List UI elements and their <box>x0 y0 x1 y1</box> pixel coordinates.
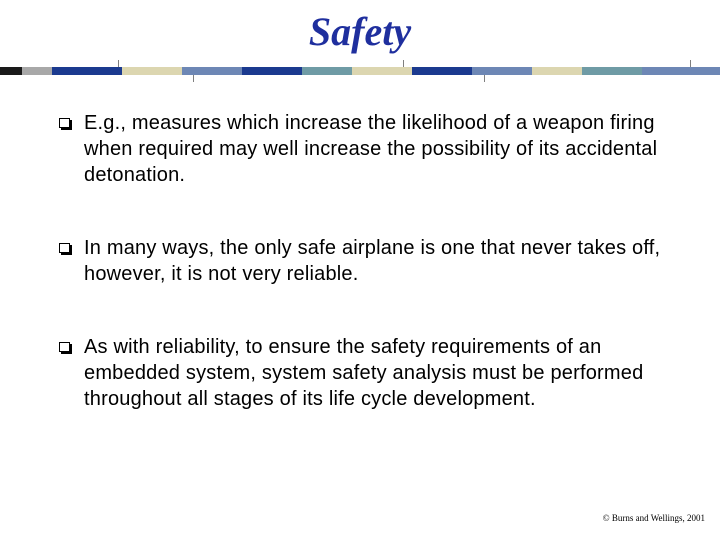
checkbox-bullet-icon <box>59 118 70 128</box>
bullet-text: As with reliability, to ensure the safety requirements of an embedded system, system safety analysis must be performed throughout all stages of its life cycle development. <box>84 336 644 410</box>
bullet-text: In many ways, the only safe airplane is one that never takes off, however, it is not very reliable. <box>84 237 661 285</box>
checkbox-bullet-icon <box>59 243 70 253</box>
copyright-note: © Burns and Wellings, 2001 <box>602 513 705 523</box>
bullet-text: E.g., measures which increase the likelihood of a weapon firing when required may well increase the possibility of its accidental detonation. <box>84 112 658 186</box>
page-title: Safety <box>308 9 412 54</box>
checkbox-bullet-icon <box>59 342 70 352</box>
